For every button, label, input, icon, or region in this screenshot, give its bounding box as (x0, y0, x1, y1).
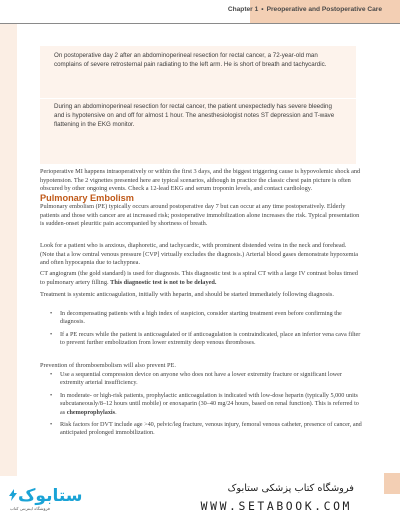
setabook-logo (8, 486, 83, 514)
list-item: • Use a sequential compression device on anyone who does not have a lower extremity fracture or significant lower extremity arterial insufficiency. (50, 371, 362, 388)
paragraph-pe-treatment: Treatment is systemic anticoagulation, initially with heparin, and should be started immediately following diagnosis. (40, 291, 334, 298)
list-item-end: . (115, 408, 117, 416)
case-vignette-1-text: On postoperative day 2 after an abdominoperineal resection for rectal cancer, a 72-year-old man complains of severe retrosternal pain radiating to the left arm. He is short of breath and tachycardic. (54, 52, 327, 68)
paragraph-prevention: Prevention of thromboembolism will also prevent PE. (40, 362, 176, 369)
paragraph-pe-presentation: Look for a patient who is anxious, diaphoretic, and tachycardic, with prominent distended veins in the neck and forehead. (Note that a low central venous pressure [CVP] virtually excludes the diagnosis.) Arterial blood gases demonstrate hypoxemia and often hypocapnia due to tachypnea. (40, 242, 359, 267)
header-rule (0, 23, 400, 24)
case-vignette-2-text: During an abdominoperineal resection for rectal cancer, the patient unexpectedly has severe bleeding and is hypotensive on and off for almost 1 hour. The anesthesiologist notes ST depression and T-wave flattening in the EKG monitor. (54, 103, 335, 128)
diagnosis-text: CT angiogram (the gold standard) is used for diagnosis. This diagnostic test is a spiral CT with a large IV contrast bolus timed to pulmonary artery filling. (40, 270, 358, 286)
chapter-label: Chapter 1 (227, 6, 259, 13)
footer-accent (384, 473, 400, 494)
list-item (50, 392, 362, 417)
paragraph-pe-intro: Pulmonary embolism (PE) typically occurs around postoperative day 7 but can occur at any time postoperatively. Elderly patients and those with cancer are at increased risk; postoperative immobilization alone increases the risk. Typical presentation is sudden-onset pleuritic pain accompanied by shortness of breath. (40, 203, 360, 228)
diagnosis-emphasis: This diagnostic test is not to be delayed. (110, 278, 217, 286)
case-vignette-2 (40, 98, 356, 164)
list-item: • If a PE recurs while the patient is anticoagulated or if anticoagulation is contraindicated, place an inferior vena cava filter to prevent further embolization from lower extremity deep venous thromboses. (50, 331, 362, 348)
paragraph-pe-diagnosis (40, 270, 362, 287)
treatment-list (50, 310, 362, 352)
list-item: • Risk factors for DVT include age >40, pelvic/leg fracture, venous injury, femoral venous catheter, presence of cancer, and anticipated prolonged immobilization. (50, 421, 362, 438)
running-header (228, 6, 382, 13)
logo-tagline: فروشگاه اینترنتی کتاب (10, 506, 50, 511)
term-emphasis: chemoprophylaxis (66, 408, 116, 416)
logo-wordmark: ستابوک (18, 486, 83, 506)
bolt-icon (8, 489, 18, 501)
case-vignette-1 (40, 46, 356, 98)
list-item-text: In moderate- or high-risk patients, prophylactic anticoagulation is indicated with low-dose heparin (typically 5,000 units subcutaneously/8–12 hours until mobile) or enoxaparin (30–40 mg/24 hours, based on renal function). This is referred to as (60, 391, 359, 416)
header-blank (0, 0, 250, 24)
header-separator: • (261, 6, 264, 13)
chapter-title: Preoperative and Postoperative Care (266, 6, 382, 13)
section-heading: Pulmonary Embolism (40, 193, 134, 203)
list-item: • In decompensating patients with a high index of suspicion, consider starting treatment even before confirming the diagnosis. (50, 310, 362, 327)
paragraph-mi: Perioperative MI happens intraoperatively or within the first 3 days, and the biggest triggering cause is hypovolemic shock and hypotension. The 2 vignettes presented here are typical scenarios, although in practice the classic chest pain picture is often obscured by other ongoing events. Check a 12-lead EKG and serum troponin levels, and contact cardiology. (40, 168, 361, 193)
shop-url: WWW.SETABOOK.COM (200, 499, 352, 513)
shop-name: فروشگاه کتاب پزشکی ستابوک (227, 483, 354, 494)
prevention-list (50, 371, 362, 442)
margin-strip (0, 24, 17, 476)
